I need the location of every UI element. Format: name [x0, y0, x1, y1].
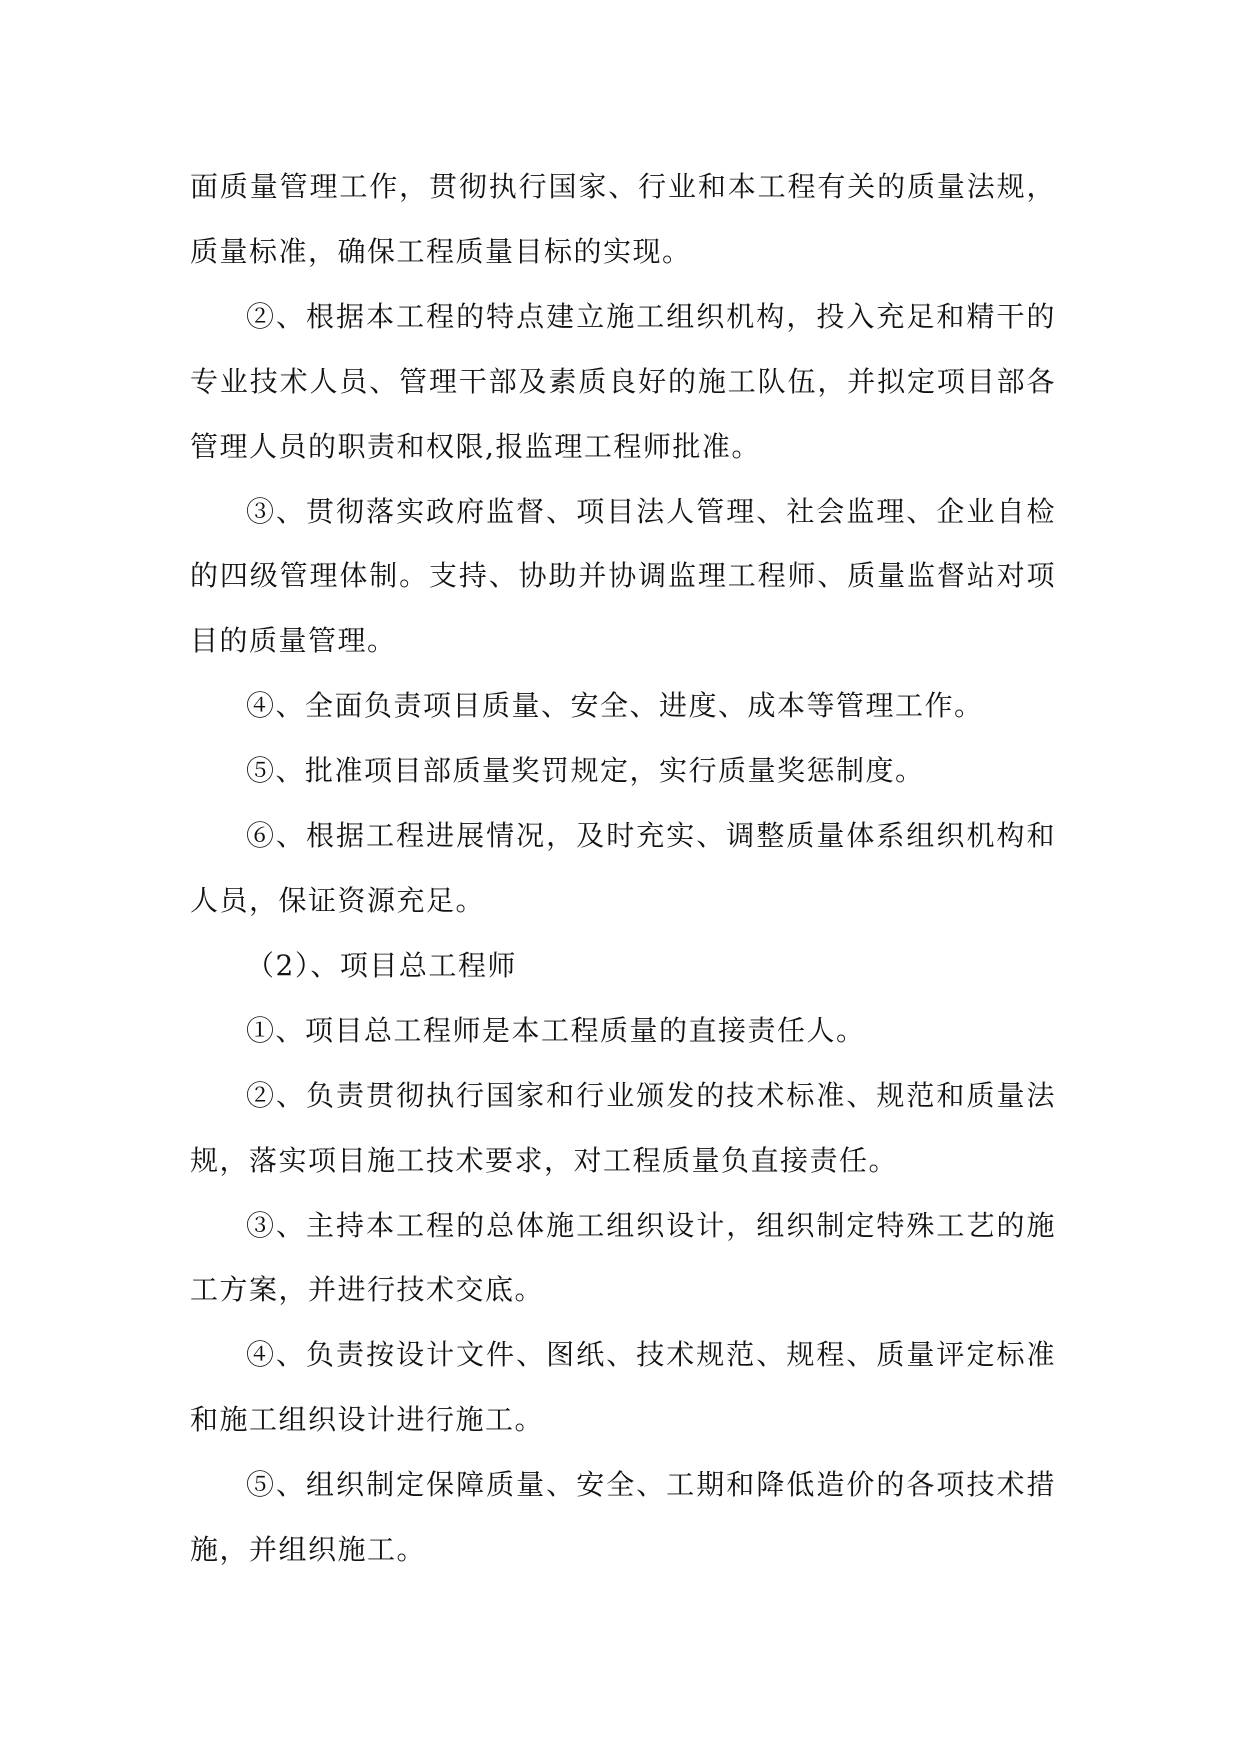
paragraph-manager-item-2: ②、根据本工程的特点建立施工组织机构，投入充足和精干的专业技术人员、管理干部及素质良好的施工队伍，并拟定项目部各管理人员的职责和权限,报监理工程师批准。	[190, 299, 1056, 463]
paragraph-manager-item-5: ⑤、批准项目部质量奖罚规定，实行质量奖惩制度。	[246, 754, 925, 788]
paragraph-manager-item-4: ④、全面负责项目质量、安全、进度、成本等管理工作。	[246, 689, 984, 723]
paragraph-engineer-item-5: ⑤、组织制定保障质量、安全、工期和降低造价的各项技术措施，并组织施工。	[190, 1468, 1056, 1567]
paragraph-manager-item-6: ⑥、根据工程进展情况，及时充实、调整质量体系组织机构和人员，保证资源充足。	[190, 819, 1056, 917]
section-heading-chief-engineer: （2）、项目总工程师	[246, 948, 517, 982]
document-body	[190, 155, 1056, 1583]
paragraph-engineer-item-2: ②、负责贯彻执行国家和行业颁发的技术标准、规范和质量法规，落实项目施工技术要求，对工程质量负直接责任。	[190, 1078, 1056, 1177]
paragraph-engineer-item-4: ④、负责按设计文件、图纸、技术规范、规程、质量评定标准和施工组织设计进行施工。	[190, 1338, 1056, 1437]
paragraph-engineer-item-1: ①、项目总工程师是本工程质量的直接责任人。	[246, 1013, 866, 1047]
paragraph-manager-item-3: ③、贯彻落实政府监督、项目法人管理、社会监理、企业自检的四级管理体制。支持、协助并协调监理工程师、质量监督站对项目的质量管理。	[190, 494, 1056, 658]
paragraph-continuation: 面质量管理工作，贯彻执行国家、行业和本工程有关的质量法规，质量标准，确保工程质量目标的实现。	[190, 170, 1056, 268]
paragraph-engineer-item-3: ③、主持本工程的总体施工组织设计，组织制定特殊工艺的施工方案，并进行技术交底。	[190, 1208, 1056, 1307]
